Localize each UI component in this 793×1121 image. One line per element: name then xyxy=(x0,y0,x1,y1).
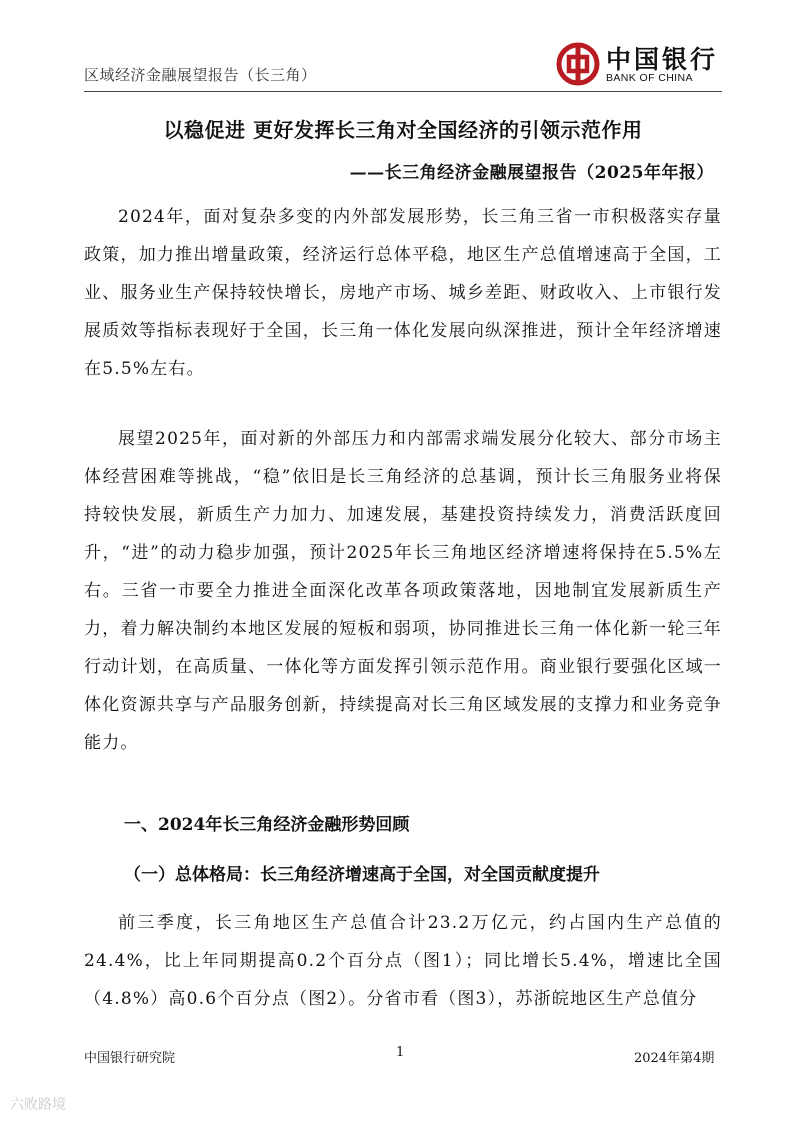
paragraph-outlook-2025 xyxy=(84,420,722,762)
bank-of-china-emblem-icon xyxy=(556,42,600,86)
paragraph-overview-2024 xyxy=(84,198,722,388)
paragraph-text: 前三季度，长三角地区生产总值合计23.2万亿元，约占国内生产总值的24.4%，比上年同期提高0.2个百分点（图1）；同比增长5.4%，增速比全国（4.8%）高0.6个百分点（图2）。分省市看（图3），苏浙皖地区生产总值分 xyxy=(84,913,722,1009)
section-heading-1: 一、2024年长三角经济金融形势回顾 xyxy=(124,815,410,835)
paragraph-text: 展望2025年，面对新的外部压力和内部需求端发展分化较大、部分市场主体经营困难等挑战，“稳”依旧是长三角经济的总基调，预计长三角服务业将保持较快发展，新质生产力加力、加速发展，基建投资持续发力，消费活跃度回升，“进”的动力稳步加强，预计2025年长三角地区经济增速将保持在5.5%左右。三省一市要全力推进全面深化改革各项政策落地，因地制宜发展新质生产力，着力解决制约本地区发展的短板和弱项，协同推进长三角一体化新一轮三年行动计划，在高质量、一体化等方面发挥引领示范作用。商业银行要强化区域一体化资源共享与产品服务创新，持续提高对长三角区域发展的支撑力和业务竞争能力。 xyxy=(84,429,722,753)
footer-page-number: 1 xyxy=(396,1045,405,1060)
header-divider xyxy=(84,91,722,92)
report-header-title: 区域经济金融展望报告（长三角） xyxy=(84,66,317,84)
footer-issue: 2024年第4期 xyxy=(634,1051,715,1066)
footer-organization: 中国银行研究院 xyxy=(84,1051,176,1066)
logo-text-chinese: 中国银行 xyxy=(606,45,719,74)
paragraph-gdp-review xyxy=(84,904,722,1018)
paragraph-text: 2024年，面对复杂多变的内外部发展形势，长三角三省一市积极落实存量政策，加力推出增量政策，经济运行总体平稳，地区生产总值增速高于全国，工业、服务业生产保持较快增长，房地产市场、城乡差距、财政收入、上市银行发展质效等指标表现好于全国，长三角一体化发展向纵深推进，预计全年经济增速在5.5%左右。 xyxy=(84,207,722,379)
subsection-heading-1: （一）总体格局：长三角经济增速高于全国，对全国贡献度提升 xyxy=(124,865,600,885)
bank-of-china-logo xyxy=(556,40,726,88)
logo-text-english: BANK OF CHINA xyxy=(606,72,693,84)
report-subtitle: ——长三角经济金融展望报告（2025年年报） xyxy=(349,163,714,183)
watermark: 六败路境 xyxy=(10,1096,66,1112)
report-main-title: 以稳促进 更好发挥长三角对全国经济的引领示范作用 xyxy=(163,118,643,142)
